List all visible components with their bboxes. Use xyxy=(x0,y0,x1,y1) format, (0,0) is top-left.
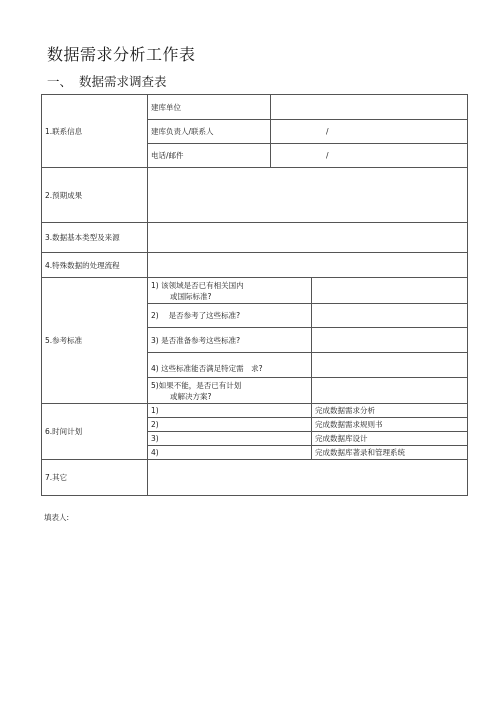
question-4: 4) 这些标准能否满足特定需 求? xyxy=(148,353,312,378)
field-value-other[interactable] xyxy=(148,460,468,496)
field-label-phone: 电话/邮件 xyxy=(148,144,271,168)
schedule-task-3: 完成数据库设计 xyxy=(312,432,468,446)
field-label-unit: 建库单位 xyxy=(148,95,271,120)
answer-1[interactable] xyxy=(312,278,468,304)
answer-5[interactable] xyxy=(312,378,468,404)
field-value-special[interactable] xyxy=(148,253,468,278)
field-value-unit[interactable] xyxy=(271,95,468,120)
schedule-task-4: 完成数据库著录和管理系统 xyxy=(312,446,468,460)
schedule-num-3: 3) xyxy=(148,432,312,446)
row-label-types: 3.数据基本类型及来源 xyxy=(42,223,148,253)
requirements-table xyxy=(41,94,468,496)
owner-separator: / xyxy=(326,127,329,136)
question-1 xyxy=(148,278,312,304)
row-label-contact: 1.联系信息 xyxy=(42,95,148,168)
field-label-owner: 建库负责人/联系人 xyxy=(148,120,271,144)
answer-2[interactable] xyxy=(312,304,468,328)
row-label-other: 7.其它 xyxy=(42,460,148,496)
answer-4[interactable] xyxy=(312,353,468,378)
schedule-num-2: 2) xyxy=(148,418,312,432)
question-1-line2: 或国际标准? xyxy=(170,291,212,301)
question-2: 2) 是否参考了这些标准? xyxy=(148,304,312,328)
schedule-task-1: 完成数据需求分析 xyxy=(312,404,468,418)
row-label-reference: 5.参考标准 xyxy=(42,278,148,404)
page-title: 数据需求分析工作表 xyxy=(47,45,196,64)
section-title: 数据需求调查表 xyxy=(78,74,167,89)
field-value-expected[interactable] xyxy=(148,168,468,223)
phone-separator: / xyxy=(326,151,329,160)
field-value-owner[interactable] xyxy=(271,120,468,144)
field-value-phone[interactable] xyxy=(271,144,468,168)
section-heading xyxy=(47,72,167,90)
section-number: 一、 xyxy=(47,74,73,89)
question-1-line1: 1) 该领域是否已有相关国内 xyxy=(151,280,244,290)
question-5-line1: 5)如果不能，是否已有计划 xyxy=(151,380,242,390)
field-value-types[interactable] xyxy=(148,223,468,253)
row-label-schedule: 6.时间计划 xyxy=(42,404,148,460)
question-5-line2: 或解决方案? xyxy=(170,391,212,401)
row-label-expected: 2.预期成果 xyxy=(42,168,148,223)
schedule-num-1: 1) xyxy=(148,404,312,418)
schedule-task-2: 完成数据需求规则书 xyxy=(312,418,468,432)
row-label-special: 4.特殊数据的处理流程 xyxy=(42,253,148,278)
question-5 xyxy=(148,378,312,404)
schedule-num-4: 4) xyxy=(148,446,312,460)
answer-3[interactable] xyxy=(312,328,468,353)
filled-by-label: 填表人: xyxy=(44,513,70,522)
question-3: 3) 是否准备参考这些标准? xyxy=(148,328,312,353)
